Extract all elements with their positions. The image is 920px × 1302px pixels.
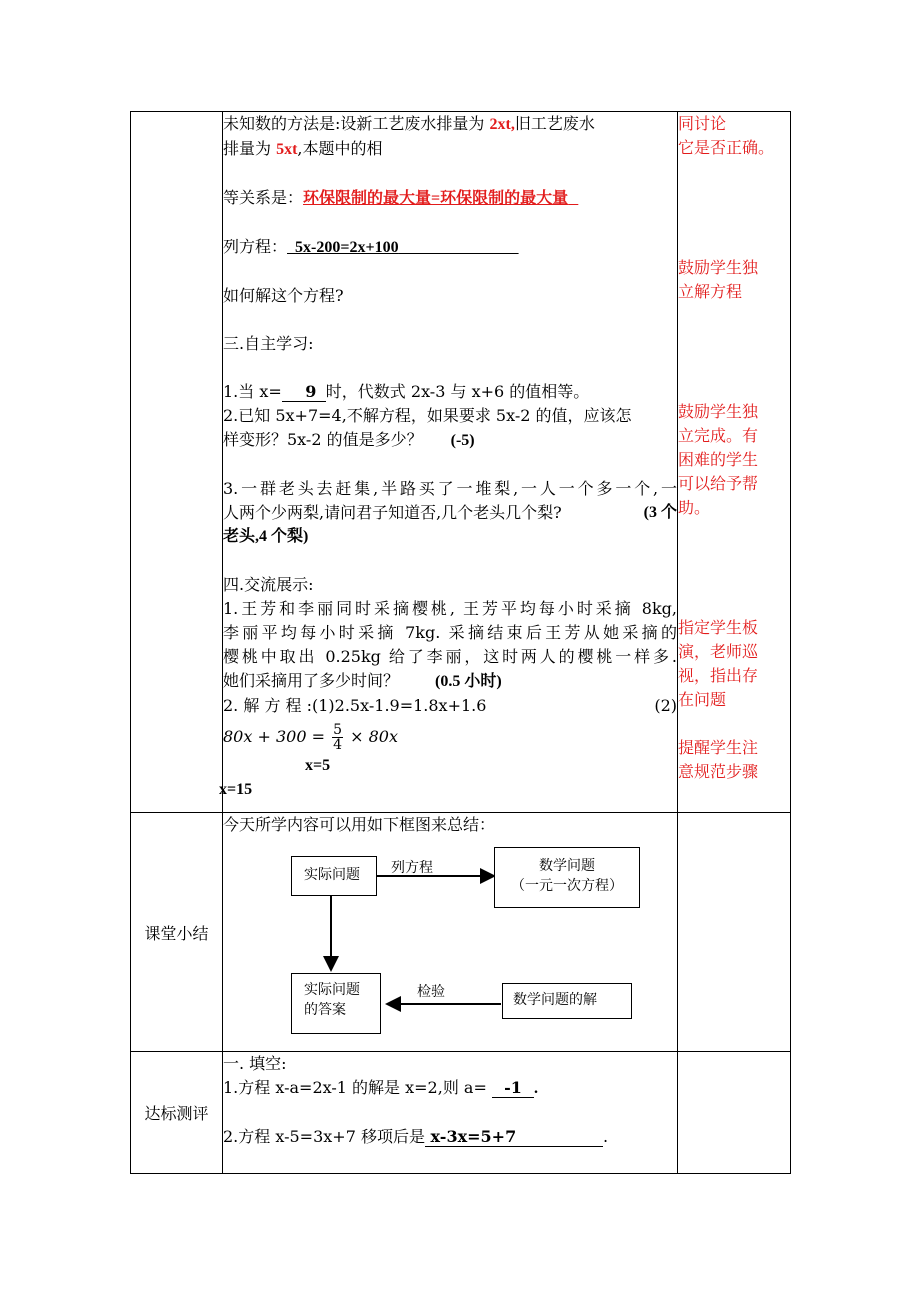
list-equation-value: 5x-200=2x+100 bbox=[295, 239, 399, 256]
note-complete-b: 立完成。有 bbox=[678, 426, 759, 445]
note-board-d: 在问题 bbox=[678, 690, 727, 709]
problem-1-answer: (0.5 小时) bbox=[435, 673, 502, 690]
line-unknown-1: 未知数的方法是:设新工艺废水排量为 2xt,旧工艺废水 bbox=[223, 114, 595, 133]
line-how-solve: 如何解这个方程? bbox=[223, 286, 344, 305]
equal-relation-value: 环保限制的最大量=环保限制的最大量 bbox=[303, 190, 569, 207]
row-process-content bbox=[219, 112, 678, 813]
note-solve-a: 鼓励学生独 bbox=[678, 258, 759, 277]
answer-x15: x=15 bbox=[219, 781, 253, 798]
summary-intro: 今天所学内容可以用如下框图来总结： bbox=[223, 815, 496, 834]
row-summary bbox=[131, 813, 791, 1052]
note-steps-a: 提醒学生注 bbox=[678, 738, 759, 757]
fraction-five-quarters: $\frac{5}{4}$ bbox=[333, 722, 343, 753]
line-equal-relation: 等关系是：环保限制的最大量=环保限制的最大量 bbox=[223, 188, 569, 207]
line-list-equation: 列方程： 5x-200=2x+100 bbox=[223, 235, 677, 260]
assessment-label: 达标测评 bbox=[131, 1052, 223, 1174]
assessment-q2-answer: x-3x=5+7 bbox=[425, 1128, 603, 1147]
summary-label: 课堂小结 bbox=[131, 813, 223, 1052]
question-3-b: 人两个少两梨,请问君子知道否,几个老头几个梨? (3 个 bbox=[223, 501, 677, 525]
problem-1-a: 1.王芳和李丽同时采摘樱桃, 王芳平均每小时采摘 8kg, bbox=[223, 599, 677, 618]
box-real-answer: 实际问题 的答案 bbox=[291, 973, 381, 1034]
note-complete-c: 困难的学生 bbox=[678, 450, 759, 469]
lesson-table bbox=[130, 111, 791, 1174]
note-steps-b: 意规范步骤 bbox=[678, 762, 759, 781]
summary-notes bbox=[678, 813, 791, 1052]
question-3-a: 3.一群老头去赶集,半路买了一堆梨,一人一个多一个,一 bbox=[223, 479, 677, 498]
note-complete-d: 可以给予帮 bbox=[678, 474, 759, 493]
assessment-content bbox=[223, 1052, 678, 1174]
row-process bbox=[131, 112, 791, 813]
section-self-study: 三.自主学习: bbox=[223, 334, 314, 353]
teacher-notes bbox=[678, 112, 791, 813]
note-discuss-b: 它是否正确。 bbox=[678, 138, 775, 157]
row-process-label bbox=[131, 112, 223, 813]
note-complete-e: 助。 bbox=[678, 498, 711, 517]
question-1-answer: 9 bbox=[282, 383, 326, 402]
assessment-q1: 1.方程 x-a=2x-1 的解是 x=2,则 a= -1 . bbox=[223, 1078, 538, 1097]
equation-2: 80x + 300 = $\frac{5}{4}$ × 80x bbox=[223, 722, 398, 753]
problem-1-d: 她们采摘用了多少时间？ (0.5 小时) bbox=[223, 671, 502, 690]
summary-content bbox=[223, 813, 678, 1052]
box-math-solution: 数学问题的解 bbox=[502, 983, 632, 1019]
question-1: 1.当 x= 9 时，代数式 2x-3 与 x+6 的值相等。 bbox=[223, 382, 590, 401]
note-solve-b: 立解方程 bbox=[678, 282, 743, 301]
assessment-notes bbox=[678, 1052, 791, 1174]
line-unknown-2: 排量为 5xt,本题中的相 bbox=[223, 139, 383, 158]
box-math-problem: 数学问题 （一元一次方程） bbox=[494, 847, 640, 908]
row-assessment bbox=[131, 1052, 791, 1174]
assessment-q2: 2.方程 x-5=3x+7 移项后是 x-3x=5+7 . bbox=[223, 1127, 609, 1146]
note-discuss-a: 同讨论 bbox=[678, 114, 727, 133]
question-3-answer-b: 老头,4 个梨) bbox=[223, 528, 309, 545]
question-2-a: 2.已知 5x+7=4,不解方程，如果要求 5x-2 的值，应该怎 bbox=[223, 406, 632, 425]
note-board-a: 指定学生板 bbox=[678, 618, 759, 637]
question-2-b: 样变形？5x-2 的值是多少？ (-5) bbox=[223, 430, 475, 449]
question-3-answer-a: (3 个 bbox=[643, 504, 677, 521]
note-complete-a: 鼓励学生独 bbox=[678, 402, 759, 421]
summary-flowchart bbox=[223, 847, 663, 1047]
label-list-equation: 列方程 bbox=[391, 860, 433, 876]
assessment-q1-answer: -1 bbox=[492, 1079, 534, 1098]
problem-1-b: 李丽平均每小时采摘 7kg. 采摘结束后王芳从她采摘的 bbox=[223, 623, 677, 642]
answer-x5: x=5 bbox=[305, 757, 331, 774]
problem-2: 2. 解 方 程 :(1)2.5x-1.9=1.8x+1.6 (2) bbox=[223, 696, 677, 715]
note-board-c: 视，指出存 bbox=[678, 666, 759, 685]
question-2-answer: (-5) bbox=[450, 432, 475, 449]
label-verify: 检验 bbox=[417, 984, 445, 1000]
section-exchange: 四.交流展示: bbox=[223, 575, 314, 594]
note-board-b: 演，老师巡 bbox=[678, 642, 759, 661]
box-real-problem: 实际问题 bbox=[291, 856, 377, 896]
assessment-title: 一. 填空: bbox=[223, 1054, 287, 1073]
problem-1-c: 樱桃中取出 0.25kg 给了李丽，这时两人的樱桃一样多. bbox=[223, 647, 677, 666]
